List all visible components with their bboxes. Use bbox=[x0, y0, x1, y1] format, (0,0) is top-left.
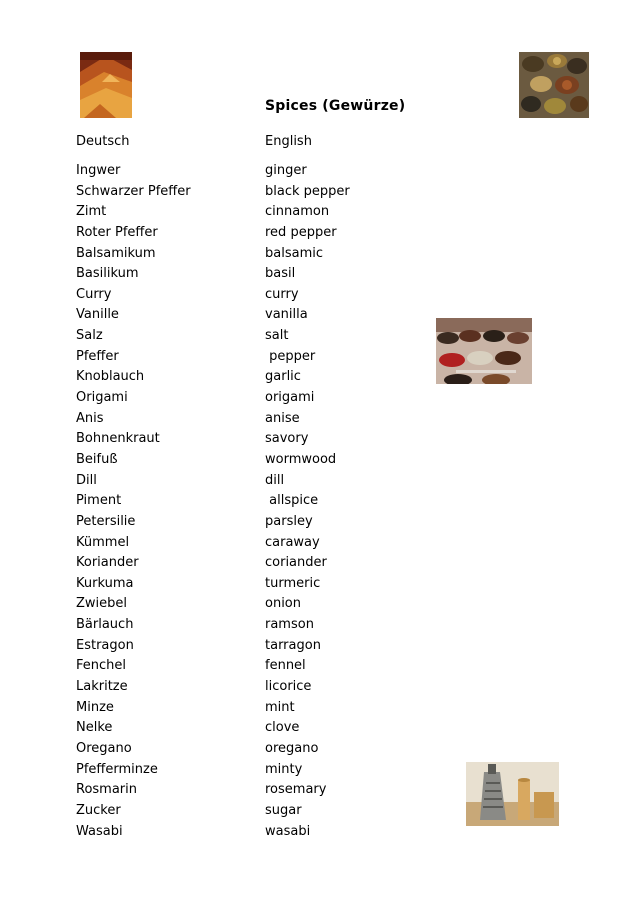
grater-photo bbox=[466, 762, 559, 826]
table-row bbox=[76, 615, 376, 636]
table-row bbox=[76, 822, 376, 843]
table-row bbox=[76, 512, 376, 533]
german-word: Zimt bbox=[76, 204, 107, 220]
english-word: curry bbox=[265, 286, 299, 302]
table-row bbox=[76, 409, 376, 430]
german-word: Petersilie bbox=[76, 513, 136, 529]
table-row bbox=[76, 677, 376, 698]
table-row bbox=[76, 264, 376, 285]
english-word: wormwood bbox=[265, 451, 337, 467]
german-word: Roter Pfeffer bbox=[76, 224, 158, 240]
german-word: Estragon bbox=[76, 637, 134, 653]
german-word: Kümmel bbox=[76, 534, 130, 550]
english-word: garlic bbox=[265, 369, 301, 385]
german-word: Beifuß bbox=[76, 451, 118, 467]
table-row bbox=[76, 244, 376, 265]
german-word: Bohnenkraut bbox=[76, 431, 160, 447]
english-word: turmeric bbox=[265, 575, 321, 591]
header-english: English bbox=[265, 134, 312, 149]
english-word: ginger bbox=[265, 163, 307, 178]
english-word: anise bbox=[265, 410, 300, 426]
german-word: Piment bbox=[76, 493, 122, 509]
german-word: Anis bbox=[76, 410, 104, 426]
table-row bbox=[76, 718, 376, 739]
german-word: Fenchel bbox=[76, 658, 127, 674]
german-word: Pfefferminze bbox=[76, 761, 158, 777]
table-row bbox=[76, 305, 376, 326]
table-row bbox=[76, 760, 376, 781]
english-word: pepper bbox=[265, 348, 316, 364]
english-word: origami bbox=[265, 390, 315, 406]
english-word: basil bbox=[265, 266, 296, 282]
german-word: Nelke bbox=[76, 720, 113, 736]
german-word: Kurkuma bbox=[76, 575, 134, 591]
german-word: Knoblauch bbox=[76, 369, 145, 385]
english-word: rosemary bbox=[265, 782, 327, 798]
vocabulary-list bbox=[76, 161, 376, 842]
german-word: Pfeffer bbox=[76, 348, 119, 364]
german-word: Balsamikum bbox=[76, 245, 156, 261]
english-word: cinnamon bbox=[265, 204, 330, 220]
spice-market-bowls-photo bbox=[436, 318, 532, 384]
german-word: Koriander bbox=[76, 555, 139, 571]
german-word: Zucker bbox=[76, 802, 121, 818]
english-word: salt bbox=[265, 328, 289, 344]
english-word: vanilla bbox=[265, 307, 308, 323]
german-word: Wasabi bbox=[76, 823, 123, 839]
spice-powder-cones-photo bbox=[80, 52, 132, 118]
english-word: allspice bbox=[265, 493, 319, 509]
german-word: Schwarzer Pfeffer bbox=[76, 183, 191, 199]
german-word: Lakritze bbox=[76, 679, 128, 695]
table-row bbox=[76, 780, 376, 801]
german-word: Rosmarin bbox=[76, 782, 138, 798]
table-row bbox=[76, 429, 376, 450]
german-word: Zwiebel bbox=[76, 596, 128, 612]
table-row bbox=[76, 326, 376, 347]
english-word: balsamic bbox=[265, 245, 323, 261]
german-word: Basilikum bbox=[76, 266, 139, 282]
english-word: sugar bbox=[265, 802, 302, 818]
english-word: caraway bbox=[265, 534, 320, 550]
table-row bbox=[76, 471, 376, 492]
german-word: Oregano bbox=[76, 740, 132, 756]
table-row bbox=[76, 656, 376, 677]
english-word: minty bbox=[265, 761, 303, 777]
german-word: Dill bbox=[76, 472, 97, 488]
table-row bbox=[76, 636, 376, 657]
german-word: Curry bbox=[76, 286, 112, 302]
german-word: Bärlauch bbox=[76, 617, 134, 633]
english-word: red pepper bbox=[265, 224, 337, 240]
spice-spoons-photo bbox=[519, 52, 589, 118]
english-word: wasabi bbox=[265, 823, 311, 839]
german-word: Vanille bbox=[76, 307, 119, 323]
table-row bbox=[76, 594, 376, 615]
english-word: dill bbox=[265, 472, 285, 488]
english-word: licorice bbox=[265, 679, 312, 695]
table-row bbox=[76, 574, 376, 595]
table-row bbox=[76, 533, 376, 554]
table-row bbox=[76, 801, 376, 822]
english-word: clove bbox=[265, 720, 300, 736]
table-row bbox=[76, 161, 376, 182]
english-word: savory bbox=[265, 431, 309, 447]
english-word: ramson bbox=[265, 617, 314, 633]
table-row bbox=[76, 553, 376, 574]
english-word: onion bbox=[265, 596, 301, 612]
table-row bbox=[76, 450, 376, 471]
header-deutsch: Deutsch bbox=[76, 134, 130, 149]
table-row bbox=[76, 202, 376, 223]
german-word: Origami bbox=[76, 390, 128, 406]
table-row bbox=[76, 285, 376, 306]
english-word: coriander bbox=[265, 555, 327, 571]
table-row bbox=[76, 491, 376, 512]
english-word: oregano bbox=[265, 740, 319, 756]
table-row bbox=[76, 388, 376, 409]
german-word: Salz bbox=[76, 328, 103, 344]
english-word: black pepper bbox=[265, 183, 350, 199]
table-row bbox=[76, 223, 376, 244]
table-row bbox=[76, 182, 376, 203]
english-word: parsley bbox=[265, 513, 313, 529]
table-row bbox=[76, 698, 376, 719]
english-word: tarragon bbox=[265, 637, 321, 653]
table-row bbox=[76, 367, 376, 388]
english-word: mint bbox=[265, 699, 295, 715]
english-word: fennel bbox=[265, 658, 306, 674]
german-word: Minze bbox=[76, 699, 114, 715]
table-row bbox=[76, 347, 376, 368]
german-word: Ingwer bbox=[76, 163, 121, 178]
table-row bbox=[76, 739, 376, 760]
page-title: Spices (Gewürze) bbox=[265, 98, 406, 114]
